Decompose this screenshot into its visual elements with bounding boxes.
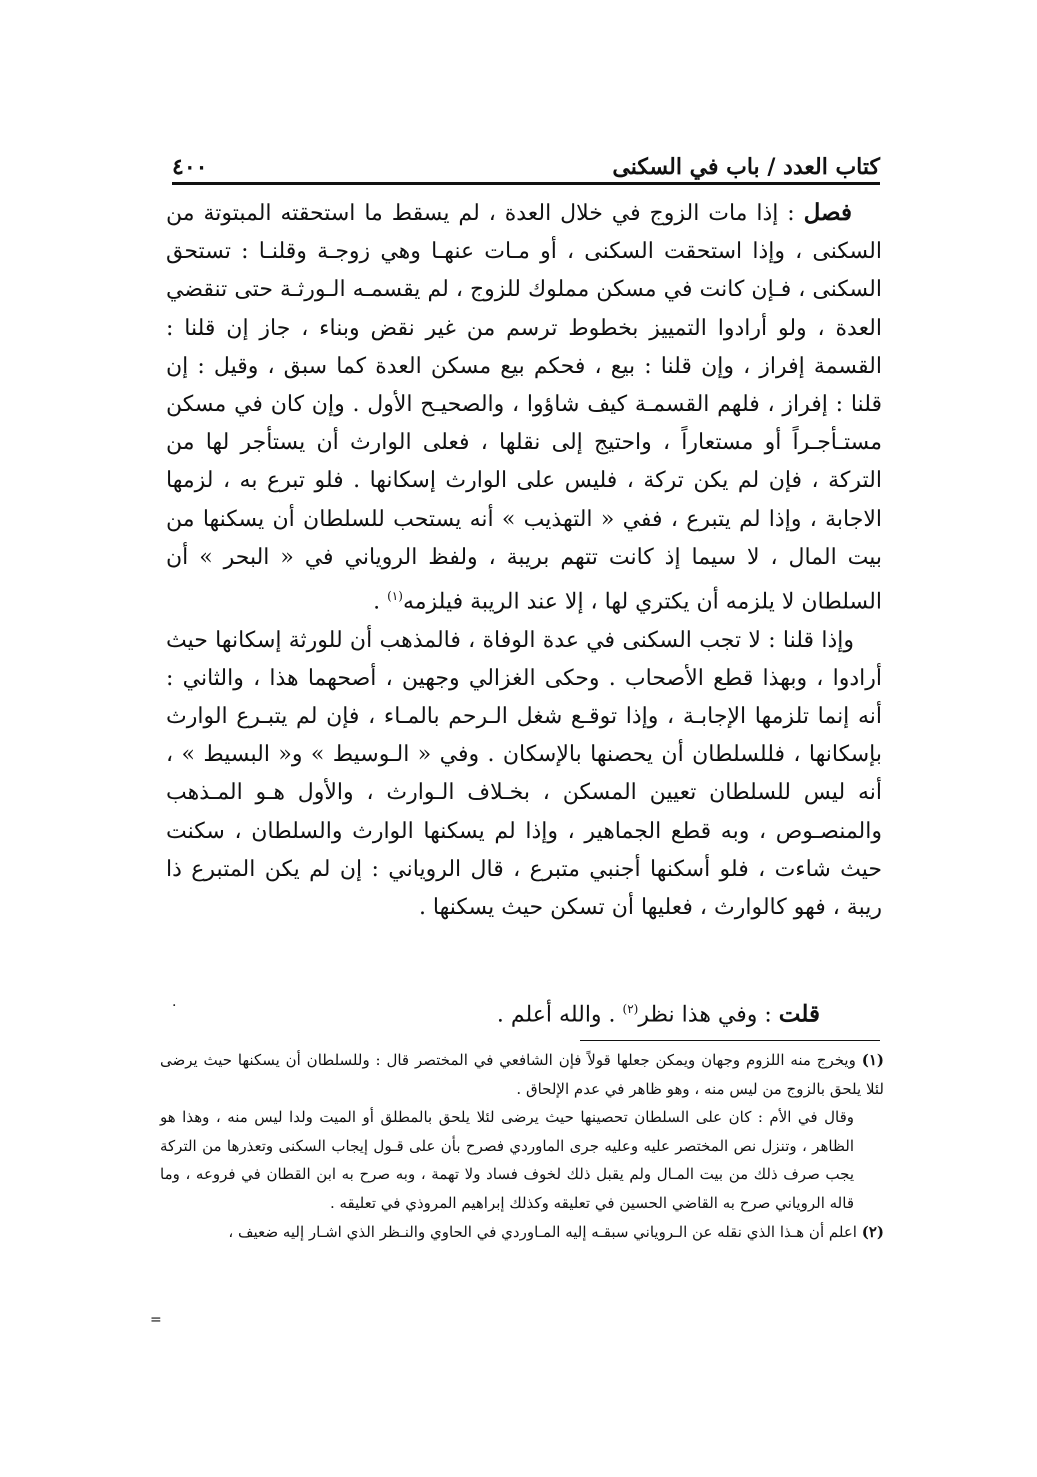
page-number: ٤٠٠: [172, 154, 208, 180]
footnote-2: [160, 1218, 884, 1247]
footnote-2-number: (٢): [861, 1222, 884, 1241]
conclusion-heading-word: قلت: [778, 1000, 820, 1028]
main-text: [166, 194, 882, 927]
stray-dot-mark: ·: [172, 998, 177, 1014]
conclusion-text: : وفي هذا نظر: [638, 1002, 779, 1028]
footnotes: [160, 1046, 884, 1246]
conclusion-end: . والله أعلم .: [496, 1002, 623, 1028]
header-rule: [172, 182, 880, 185]
continuation-mark: =: [150, 1312, 162, 1328]
footnote-1: [160, 1046, 884, 1103]
running-header: [172, 140, 880, 180]
footnote-2-text: اعلم أن هـذا الذي نقله عن الـروياني سبقـه إليه المـاوردي في الحاوي والنـظر الذي اشـار إليه ضعيف ،: [228, 1222, 862, 1241]
footnote-1-text: ويخرج منه اللزوم وجهان ويمكن جعلها قولاً فإن الشافعي في المختصر قال : وللسلطان أن يسكنها حيث يرضى لئلا يلحق بالزوج من ليس منه ، وهو ظاهر في عدم الإلحاق .: [160, 1051, 884, 1098]
chapter-title: كتاب العدد / باب في السكنى: [612, 154, 880, 180]
paragraph-1-end: .: [373, 589, 388, 615]
footnote-ref-1[interactable]: (١): [387, 589, 403, 604]
conclusion-line: [300, 990, 820, 1034]
paragraph-2: وإذا قلنا : لا تجب السكنى في عدة الوفاة ، فالمذهب أن للورثة إسكانها حيث أرادوا ، وبهذا قطع الأصحاب . وحكى الغزالي وجهين ، أصحهما هذا ، والثاني : أنه إنما تلزمها الإجابـة ، وإذا توقـع شغل الـرحم بالمـاء ، فإن لم يتبـرع الوارث بإسكانها ، فللسلطان أن يحصنها بالإسكان . وفي « الـوسيط » و« البسيط » ، أنه ليس للسلطان تعيين المسكن ، بخـلاف الـوارث ، والأول هـو المـذهب والمنصـوص ، وبه قطع الجماهير ، وإذا لم يسكنها الوارث والسلطان ، سكنت حيث شاءت ، فلو أسكنها أجنبي متبرع ، قال الروياني : إن لم يكن المتبرع ذا ريبة ، فهو كالوارث ، فعليها أن تسكن حيث يسكنها .: [166, 627, 882, 920]
footnote-ref-2[interactable]: (٢): [622, 1002, 639, 1016]
paragraph-1-text: : إذا مات الزوج في خلال العدة ، لم يسقط ما استحقته المبتوتة من السكنى ، وإذا استحقت السكنى ، أو مـات عنهـا وهي زوجـة وقلنـا : تستحق السكنى ، فـإن كانت في مسكن مملوك للزوج ، لم يقسمـه الـورثـة حتى تنقضي العدة ، ولو أرادوا التمييز بخطوط ترسم من غير نقض وبناء ، جاز إن قلنا : القسمة إفراز ، وإن قلنا : بيع ، فحكم بيع مسكن العدة كما سبق ، وقيل : إن قلنا : إفراز ، فلهم القسمـة كيف شاؤوا ، والصحيـح الأول . وإن كان في مسكن مستـأجـراً أو مستعاراً ، واحتيج إلى نقلها ، فعلى الوارث أن يستأجر لها من التركة ، فإن لم يكن تركة ، فليس على الوارث إسكانها . فلو تبرع به ، لزمها الاجابة ، وإذا لم يتبرع ، ففي « التهذيب » أنه يستحب للسلطان أن يسكنها من بيت المال ، لا سيما إذ كانت تتهم بريبة ، ولفظ الروياني في « البحر » أن السلطان لا يلزمه أن يكتري لها ، إلا عند الريبة فيلزمه: [166, 201, 883, 615]
paragraph-1: [166, 194, 882, 622]
section-heading-word: فصل: [803, 199, 852, 226]
footnote-separator: [580, 1040, 880, 1041]
footnote-1-continuation: وقال في الأم : كان على السلطان تحصينها حيث يرضى لئلا يلحق بالمطلق أو الميت ولدا ليس منه ، وهذا هو الظاهر ، وتنزل نص المختصر عليه وعليه جرى الماوردي فصرح بأن على قـول إيجاب السكنى وتعذرها من التركة يجب صرف ذلك من بيت المـال ولم يقبل ذلك لخوف فساد ولا تهمة ، وبه صرح به ابن القطان في فروعه ، وما قاله الروياني صرح به القاضي الحسين في تعليقه وكذلك إبراهيم المروذي في تعليقه .: [160, 1108, 854, 1212]
footnote-1-number: (١): [861, 1051, 884, 1069]
